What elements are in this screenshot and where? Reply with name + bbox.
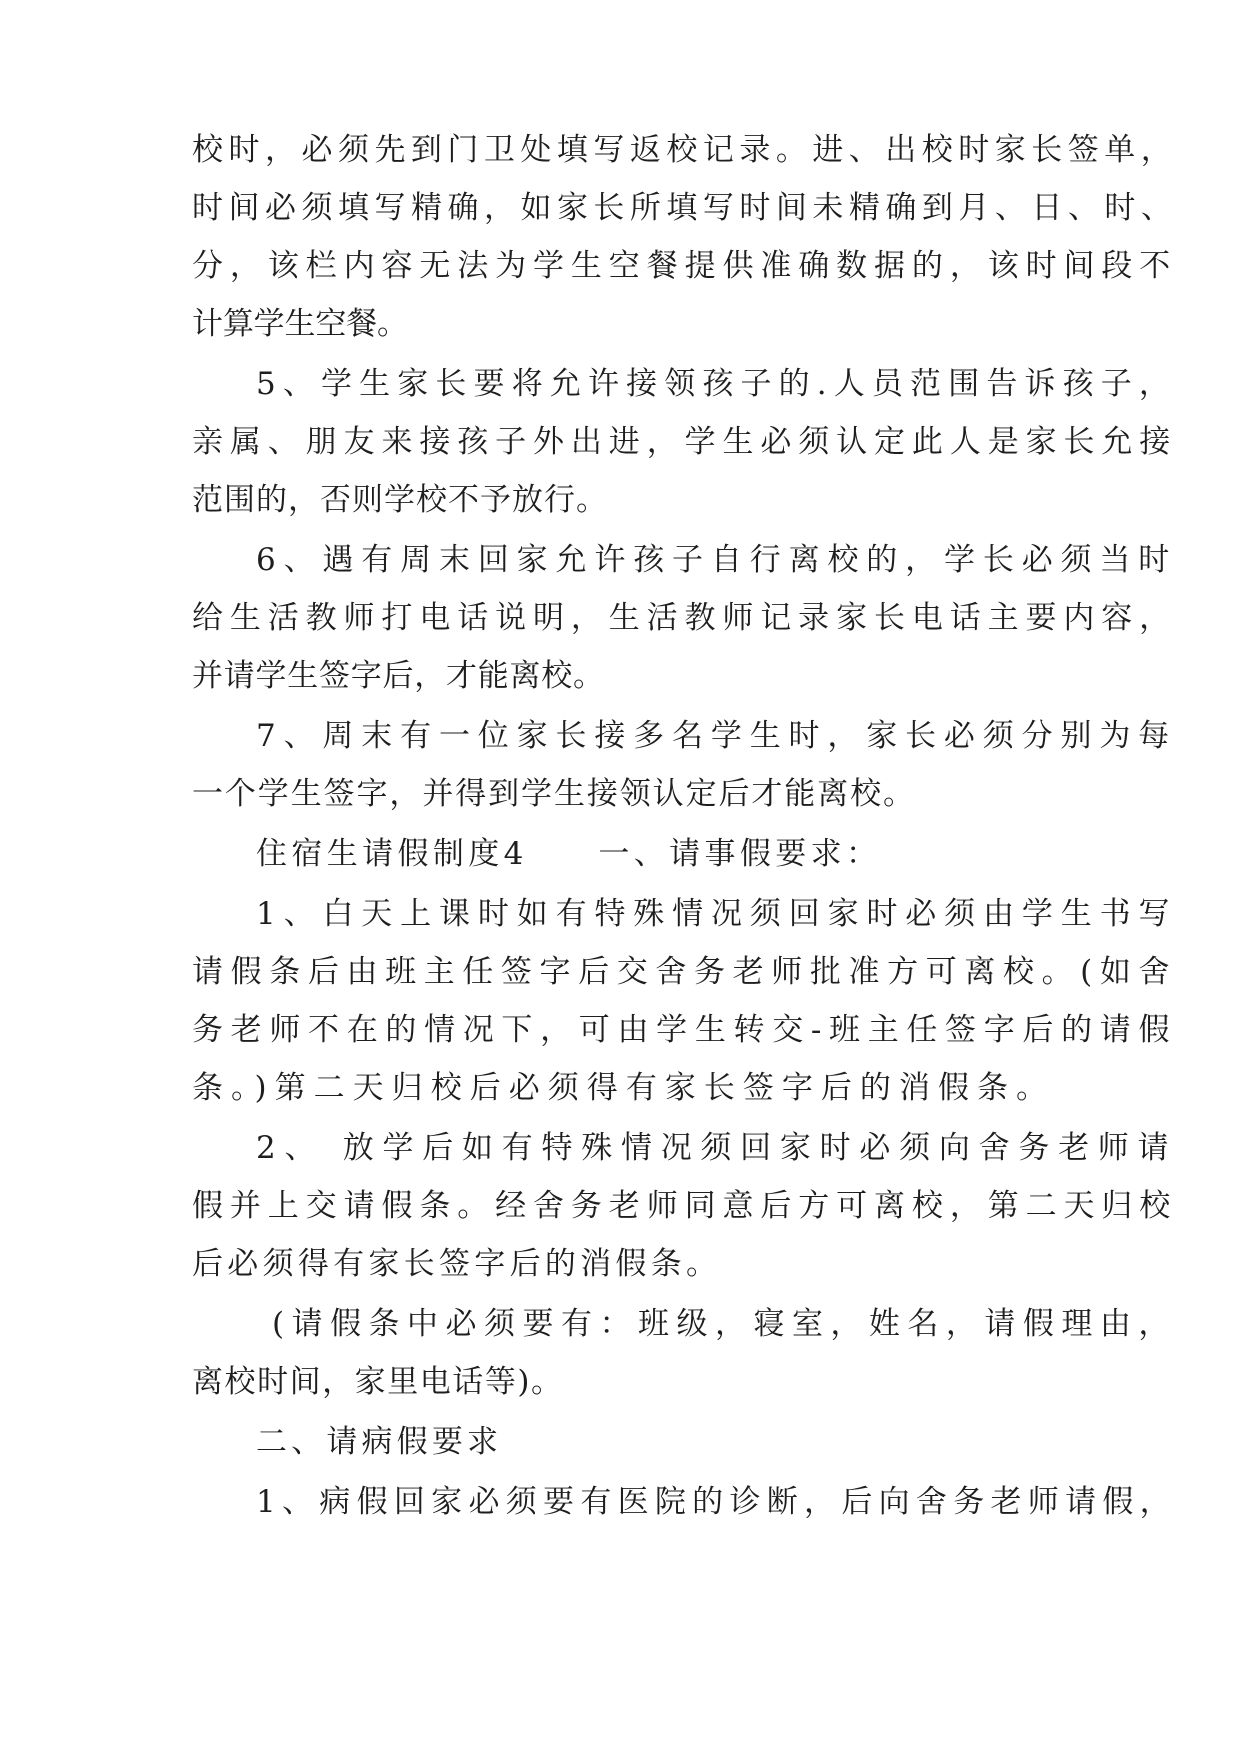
text-line: 后必须得有家长签字后的消假条。 (192, 1246, 722, 1282)
text-line: 1、白天上课时如有特殊情况须回家时必须由学生书写 (256, 896, 1178, 932)
text-line: 一个学生签字，并得到学生接领认定后才能离校。 (192, 776, 916, 812)
text-line: 二、请病假要求 (256, 1424, 503, 1460)
text-line: 务老师不在的情况下，可由学生转交-班主任签字后的请假 (192, 1012, 1178, 1048)
text-line: 给生活教师打电话说明，生活教师记录家长电话主要内容， (192, 600, 1178, 636)
text-line: 校时，必须先到门卫处填写返校记录。进、出校时家长签单， (192, 132, 1178, 168)
text-line: 7、周末有一位家长接多名学生时，家长必须分别为每 (256, 718, 1178, 754)
text-line: 亲属、朋友来接孩子外出进，学生必须认定此人是家长允接 (192, 424, 1178, 460)
text-line: 并请学生签字后，才能离校。 (192, 658, 605, 694)
text-line: 2、 放学后如有特殊情况须回家时必须向舍务老师请 (256, 1130, 1178, 1166)
text-line: 分，该栏内容无法为学生空餐提供准确数据的，该时间段不 (192, 248, 1178, 284)
text-line: 范围的，否则学校不予放行。 (192, 482, 608, 518)
text-line: 计算学生空餐。 (192, 306, 408, 342)
text-line: 1、病假回家必须要有医院的诊断，后向舍务老师请假， (256, 1484, 1177, 1520)
text-line: 6、遇有周末回家允许孩子自行离校的，学长必须当时 (256, 542, 1178, 578)
text-line: 请假条后由班主任签字后交舍务老师批准方可离校。(如舍 (192, 954, 1178, 990)
text-line: 时间必须填写精确，如家长所填写时间未精确到月、日、时、 (192, 190, 1178, 226)
text-line: 离校时间，家里电话等)。 (192, 1364, 564, 1400)
text-line: 假并上交请假条。经舍务老师同意后方可离校，第二天归校 (192, 1188, 1178, 1224)
text-line: (请假条中必须要有：班级，寝室，姓名，请假理由， (272, 1306, 1177, 1342)
text-line: 住宿生请假制度4 一、请事假要求： (256, 836, 882, 872)
text-line: 5、学生家长要将允许接领孩子的.人员范围告诉孩子， (256, 366, 1178, 402)
text-line: 条。)第二天归校后必须得有家长签字后的消假条。 (192, 1070, 1056, 1106)
